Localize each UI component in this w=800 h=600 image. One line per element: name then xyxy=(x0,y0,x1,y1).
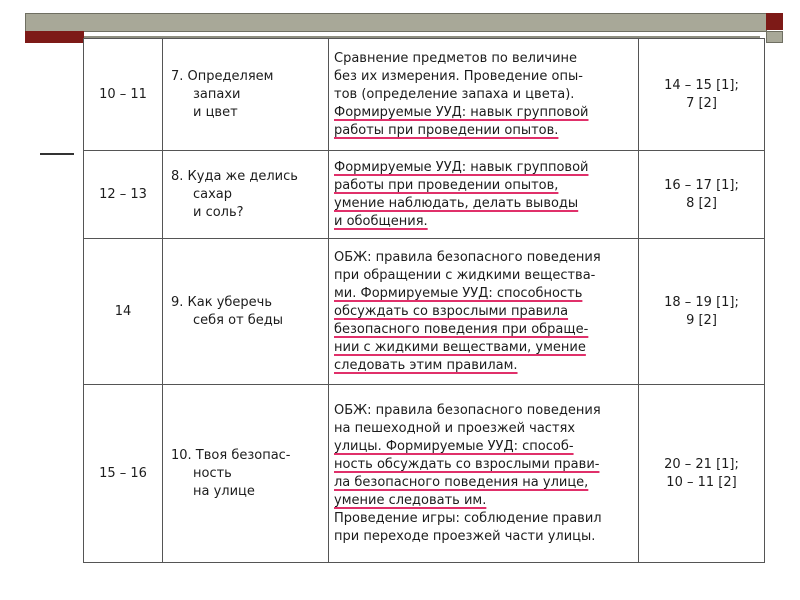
topic-cell xyxy=(163,39,329,151)
textbook-pages-cell xyxy=(639,151,765,239)
content-cell xyxy=(329,385,639,563)
pages-line: 7 [2] xyxy=(686,95,717,111)
topic-line: себя от беды xyxy=(193,312,284,328)
content-cell xyxy=(329,39,639,151)
topic-cell xyxy=(163,385,329,563)
content-line-highlighted: работы при проведении опытов, xyxy=(334,177,559,193)
topic-cell xyxy=(163,151,329,239)
content-line: Сравнение предметов по величине xyxy=(334,50,578,66)
slide-header-bar xyxy=(25,13,767,32)
content-line-highlighted: умение наблюдать, делать выводы xyxy=(334,195,579,211)
content-line-highlighted: следовать этим правилам. xyxy=(334,357,518,373)
topic-line: и соль? xyxy=(193,204,244,220)
pages-line: 16 – 17 [1]; xyxy=(664,177,739,193)
content-line-highlighted: обсуждать со взрослыми правила xyxy=(334,303,569,319)
lesson-number-cell: 14 xyxy=(84,239,163,385)
lesson-table-body xyxy=(84,39,765,563)
content-line-highlighted: ми. Формируемые УУД: способность xyxy=(334,285,583,301)
topic-line: сахар xyxy=(193,186,233,202)
side-margin-mark xyxy=(40,153,74,155)
content-line: без их измерения. Проведение опы- xyxy=(334,68,583,84)
pages-line: 18 – 19 [1]; xyxy=(664,294,739,310)
content-line-highlighted: работы при проведении опытов. xyxy=(334,122,559,138)
pages-line: 8 [2] xyxy=(686,195,717,211)
content-line-highlighted: улицы. Формируемые УУД: способ- xyxy=(334,438,574,454)
topic-line: 9. Как уберечь xyxy=(171,294,273,310)
topic-line: 8. Куда же делись xyxy=(171,168,298,184)
content-line: на пешеходной и проезжей частях xyxy=(334,420,576,436)
topic-cell xyxy=(163,239,329,385)
content-line-highlighted: ла безопасного поведения на улице, xyxy=(334,474,589,490)
topic-line: 7. Определяем xyxy=(171,68,274,84)
content-line-highlighted: ность обсуждать со взрослыми прави- xyxy=(334,456,600,472)
content-line-highlighted: безопасного поведения при обраще- xyxy=(334,321,589,337)
topic-line: на улице xyxy=(193,483,255,499)
content-line-highlighted: нии с жидкими веществами, умение xyxy=(334,339,586,355)
slide-header-accent xyxy=(25,31,84,43)
lesson-number-cell: 12 – 13 xyxy=(84,151,163,239)
header-corner-square-red xyxy=(766,13,783,30)
content-cell xyxy=(329,151,639,239)
textbook-pages-cell xyxy=(639,239,765,385)
lesson-plan-table xyxy=(83,38,765,563)
content-line: при переходе проезжей части улицы. xyxy=(334,528,596,544)
content-line: тов (определение запаха и цвета). xyxy=(334,86,575,102)
table-row xyxy=(84,151,765,239)
textbook-pages-cell xyxy=(639,39,765,151)
lesson-number-cell: 10 – 11 xyxy=(84,39,163,151)
table-row xyxy=(84,239,765,385)
pages-line: 9 [2] xyxy=(686,312,717,328)
textbook-pages-cell xyxy=(639,385,765,563)
header-corner-square-grey xyxy=(766,31,783,43)
content-cell xyxy=(329,239,639,385)
pages-line: 20 – 21 [1]; xyxy=(664,456,739,472)
content-line: Проведение игры: соблюдение правил xyxy=(334,510,602,526)
content-line: ОБЖ: правила безопасного поведения xyxy=(334,249,601,265)
pages-line: 10 – 11 [2] xyxy=(666,474,737,490)
content-line-highlighted: Формируемые УУД: навык групповой xyxy=(334,104,589,120)
content-line-highlighted: умение следовать им. xyxy=(334,492,487,508)
table-row xyxy=(84,39,765,151)
pages-line: 14 – 15 [1]; xyxy=(664,77,739,93)
topic-line: ность xyxy=(193,465,232,481)
table-row xyxy=(84,385,765,563)
topic-line: и цвет xyxy=(193,104,238,120)
content-line-highlighted: Формируемые УУД: навык групповой xyxy=(334,159,589,175)
content-line: ОБЖ: правила безопасного поведения xyxy=(334,402,601,418)
topic-line: 10. Твоя безопас- xyxy=(171,447,291,463)
topic-line: запахи xyxy=(193,86,241,102)
content-line: при обращении с жидкими вещества- xyxy=(334,267,596,283)
lesson-number-cell: 15 – 16 xyxy=(84,385,163,563)
content-line-highlighted: и обобщения. xyxy=(334,213,428,229)
